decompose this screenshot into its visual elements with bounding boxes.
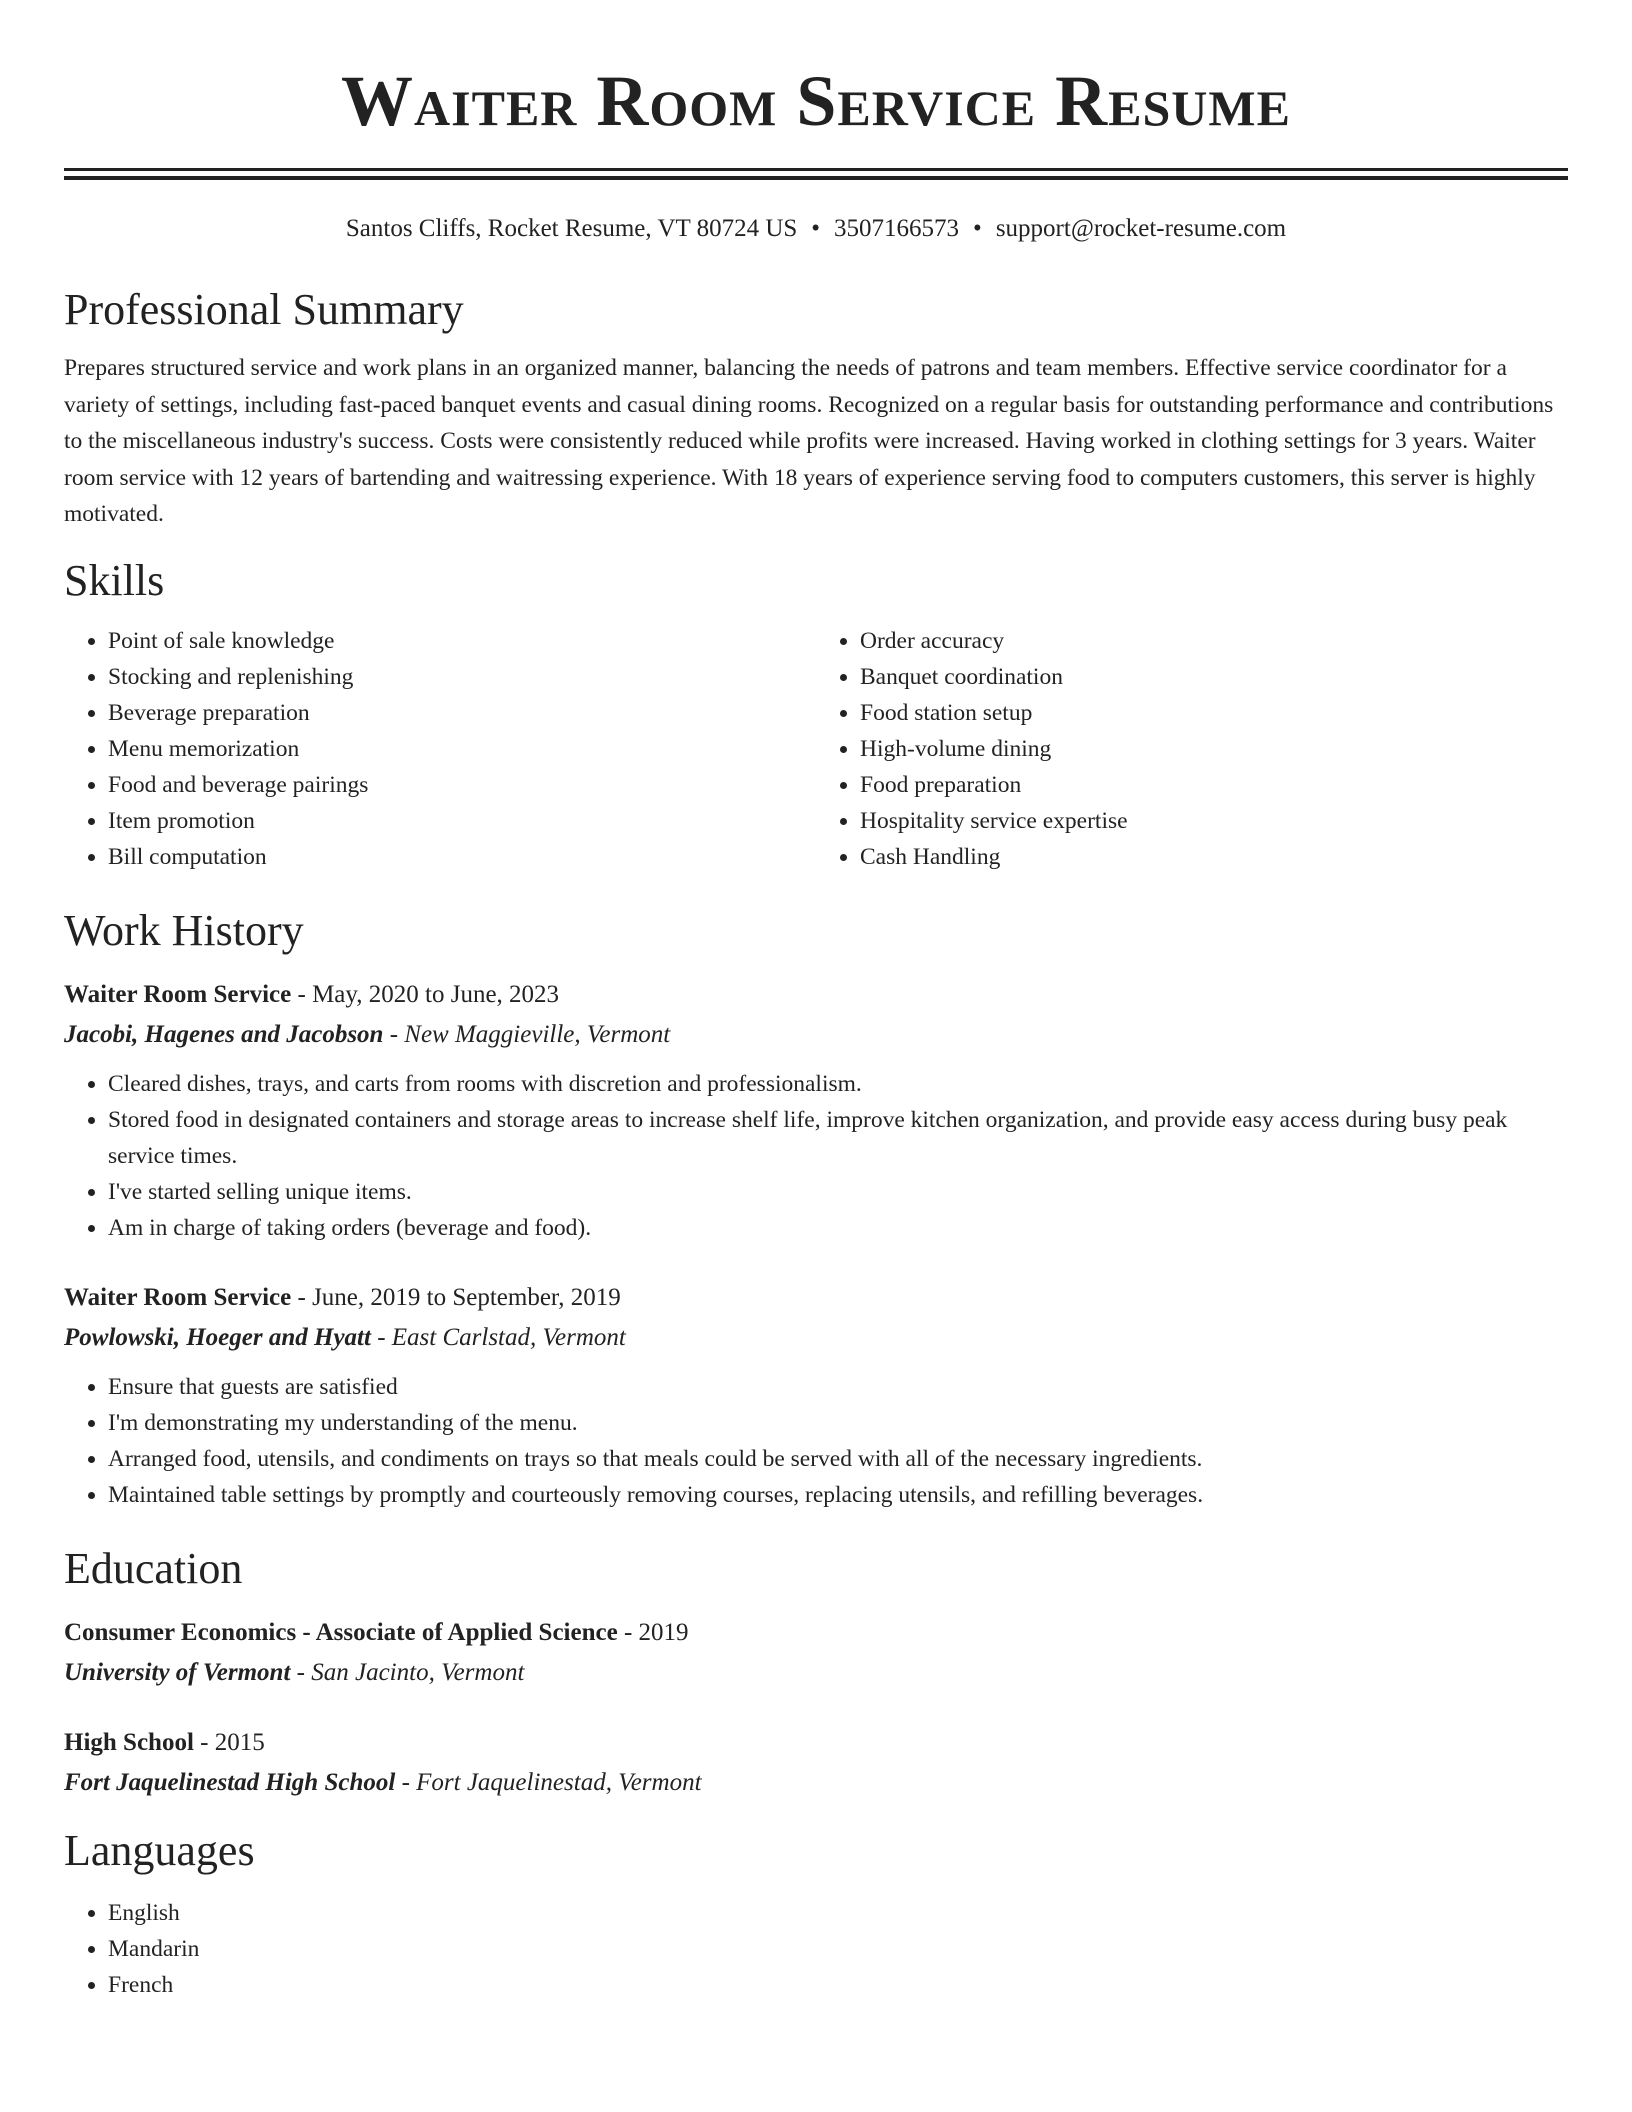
contact-line <box>64 214 1568 244</box>
skill-item: • Menu memorization <box>108 731 816 767</box>
education-degree-line <box>64 1613 1568 1653</box>
education-heading: Education <box>64 1543 243 1593</box>
skill-item: • Hospitality service expertise <box>860 803 1568 839</box>
education-year: - 2015 <box>193 1728 265 1756</box>
job-company: Jacobi, Hagenes and Jacobson <box>64 1020 384 1048</box>
education-degree: High School <box>64 1728 194 1756</box>
job-entry <box>64 975 1568 1246</box>
education-entry <box>64 1723 1568 1803</box>
skill-item: • Stocking and replenishing <box>108 659 816 695</box>
job-entry <box>64 1278 1568 1513</box>
education-degree-line <box>64 1723 1568 1763</box>
skill-item: • Item promotion <box>108 803 816 839</box>
summary-heading: Professional Summary <box>64 285 464 334</box>
education-location: - Fort Jaquelinestad, Vermont <box>395 1768 702 1796</box>
title-rule-bottom <box>64 176 1568 180</box>
education-school-line <box>64 1653 1568 1693</box>
contact-address: Santos Cliffs, Rocket Resume, VT 80724 US <box>345 215 798 242</box>
contact-phone: 3507166573 <box>834 215 960 242</box>
skill-item: • High-volume dining <box>860 731 1568 767</box>
job-title: Waiter Room Service <box>64 1283 292 1311</box>
skill-item: • Bill computation <box>108 839 816 875</box>
resume-title: Waiter Room Service Resume <box>341 61 1291 141</box>
job-dates: - June, 2019 to September, 2019 <box>291 1283 621 1311</box>
education-location: - San Jacinto, Vermont <box>290 1658 525 1686</box>
skill-item: • Food and beverage pairings <box>108 767 816 803</box>
skill-item: • Food station setup <box>860 695 1568 731</box>
skills-heading: Skills <box>64 555 165 605</box>
job-title: Waiter Room Service <box>64 980 292 1008</box>
language-item: • French <box>108 1967 1568 2003</box>
education-school: Fort Jaquelinestad High School <box>64 1768 396 1796</box>
job-location: - New Maggieville, Vermont <box>383 1020 671 1048</box>
job-bullet: • Maintained table settings by promptly and courteously removing courses, replacing utensils, and refilling beverages. <box>108 1477 1568 1513</box>
job-company-line <box>64 1318 1568 1358</box>
job-company: Powlowski, Hoeger and Hyatt <box>64 1323 371 1351</box>
job-dates: - May, 2020 to June, 2023 <box>291 980 560 1008</box>
job-bullet: • I'm demonstrating my understanding of the menu. <box>108 1405 1568 1441</box>
languages-heading: Languages <box>64 1825 255 1875</box>
job-title-line <box>64 975 1568 1015</box>
job-bullet: • Ensure that guests are satisfied <box>108 1369 1568 1405</box>
job-bullet: • Stored food in designated containers and storage areas to increase shelf life, improve kitchen organization, and provide easy access during busy peak service times. <box>108 1102 1568 1174</box>
skill-item: • Cash Handling <box>860 839 1568 875</box>
title-rule-top <box>64 168 1568 171</box>
education-school: University of Vermont <box>64 1658 291 1686</box>
job-bullets <box>64 1369 1568 1513</box>
job-bullet: • Cleared dishes, trays, and carts from rooms with discretion and professionalism. <box>108 1066 1568 1102</box>
skill-item: • Beverage preparation <box>108 695 816 731</box>
job-bullet: • Am in charge of taking orders (beverage and food). <box>108 1210 1568 1246</box>
contact-email: support@rocket-resume.com <box>995 215 1287 242</box>
job-bullet: • Arranged food, utensils, and condiments on trays so that meals could be served with all of the necessary ingredients. <box>108 1441 1568 1477</box>
skill-item: • Banquet coordination <box>860 659 1568 695</box>
language-item: • Mandarin <box>108 1931 1568 1967</box>
skill-item: • Point of sale knowledge <box>108 623 816 659</box>
skills-column-right <box>816 623 1568 875</box>
education-school-line <box>64 1763 1568 1803</box>
summary-text: Prepares structured service and work plans in an organized manner, balancing the needs of patrons and team members. Effective service coordinator for a variety of settings, including fast-paced banquet events and casual dining rooms. Recognized on a regular basis for outstanding performance and contributions to the miscellaneous industry's success. Costs were consistently reduced while profits were increased. Having worked in clothing settings for 3 years. Waiter room service with 12 years of bartending and waitressing experience. With 18 years of experience serving food to computers customers, this server is highly motivated. <box>64 355 1554 527</box>
work-history-heading: Work History <box>64 905 304 955</box>
job-title-line <box>64 1278 1568 1318</box>
job-bullet: • I've started selling unique items. <box>108 1174 1568 1210</box>
language-item: • English <box>108 1895 1568 1931</box>
job-location: - East Carlstad, Vermont <box>370 1323 626 1351</box>
job-company-line <box>64 1015 1568 1055</box>
skill-item: • Order accuracy <box>860 623 1568 659</box>
job-bullets <box>64 1066 1568 1246</box>
languages-list <box>64 1895 1568 2003</box>
skills-column-left <box>64 623 816 875</box>
contact-separator: • <box>973 215 982 242</box>
contact-separator: • <box>811 215 821 242</box>
education-degree: Consumer Economics - Associate of Applied Science <box>64 1618 618 1646</box>
education-entry <box>64 1613 1568 1693</box>
skills-list <box>64 623 1568 875</box>
skill-item: • Food preparation <box>860 767 1568 803</box>
education-year: - 2019 <box>617 1618 689 1646</box>
